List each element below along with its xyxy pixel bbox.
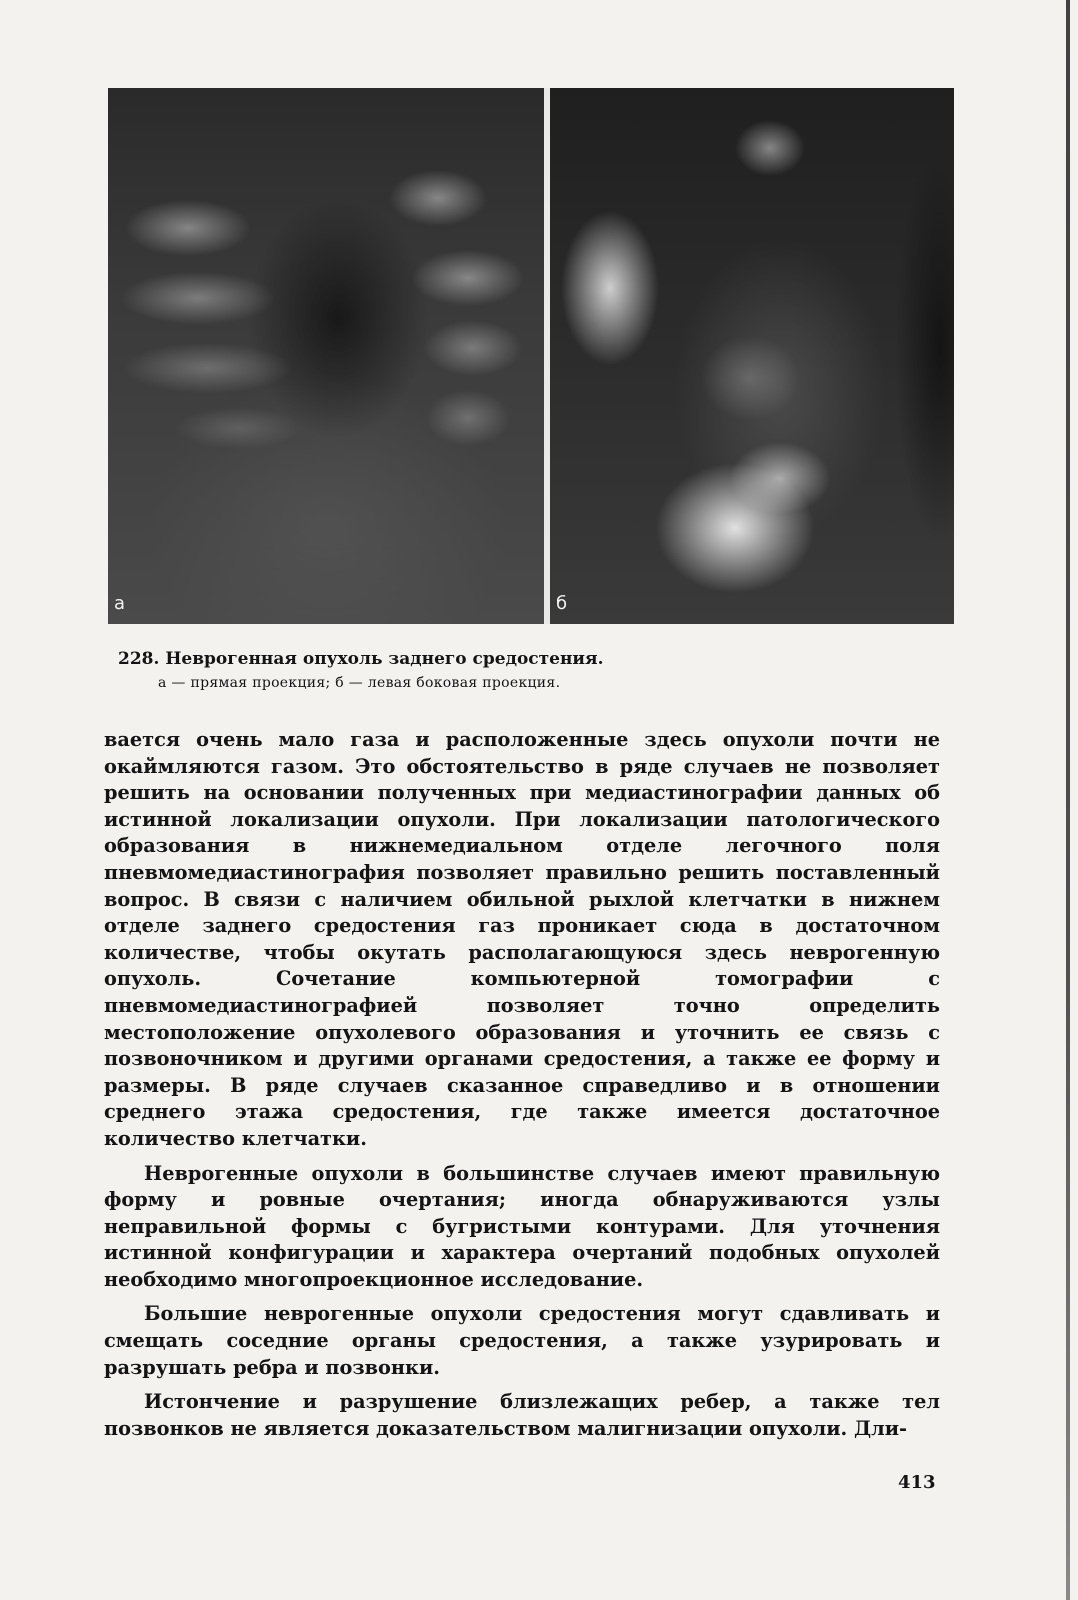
- body-text: [104, 727, 940, 1450]
- caption-title: 228. Неврогенная опухоль заднего средостения.: [118, 649, 604, 669]
- caption-subtitle: а — прямая проекция; б — левая боковая проекция.: [158, 675, 561, 691]
- panel-label-b: б: [556, 593, 568, 614]
- figure-228: [108, 88, 954, 624]
- xray-left-lateral-projection: [550, 88, 954, 624]
- figure-caption: [118, 648, 918, 693]
- page-number: 413: [898, 1472, 936, 1493]
- panel-label-a: а: [114, 593, 126, 614]
- paragraph-continuation: вается очень мало газа и расположенные здесь опухоли почти не окаймляются газом. Это обстоятельство в ряде случаев не позволяет решить на основании полученных при медиастинографии данных об истинной локализации опухоли. При локализации патологического образования в нижнемедиальном отделе легочного поля пневмомедиастинография позволяет правильно решить поставленный вопрос. В связи с наличием обильной рыхлой клетчатки в нижнем отделе заднего средостения газ проникает сюда в достаточном количестве, чтобы окутать располагающуюся здесь неврогенную опухоль. Сочетание компьютерной томографии с пневмомедиастинографией позволяет точно определить местоположение опухолевого образования и уточнить ее связь с позвоночником и другими органами средостения, а также ее форму и размеры. В ряде случаев сказанное справедливо и в отношении среднего этажа средостения, где также имеется достаточное количество клетчатки.: [104, 728, 940, 1150]
- page-edge-shadow: [1066, 0, 1070, 1600]
- paragraph: Большие неврогенные опухоли средостения могут сдавливать и смещать соседние органы средостения, а также узурировать и разрушать ребра и позвонки.: [104, 1302, 940, 1379]
- paragraph: Неврогенные опухоли в большинстве случаев имеют правильную форму и ровные очертания; иногда обнаруживаются узлы неправильной формы с бугристыми контурами. Для уточнения истинной конфигурации и характера очертаний подобных опухолей необходимо многопроекционное исследование.: [104, 1161, 940, 1291]
- paragraph: Истончение и разрушение близлежащих ребер, а также тел позвонков не является доказательством малигнизации опухоли. Дли-: [104, 1390, 940, 1440]
- xray-frontal-projection: [108, 88, 544, 624]
